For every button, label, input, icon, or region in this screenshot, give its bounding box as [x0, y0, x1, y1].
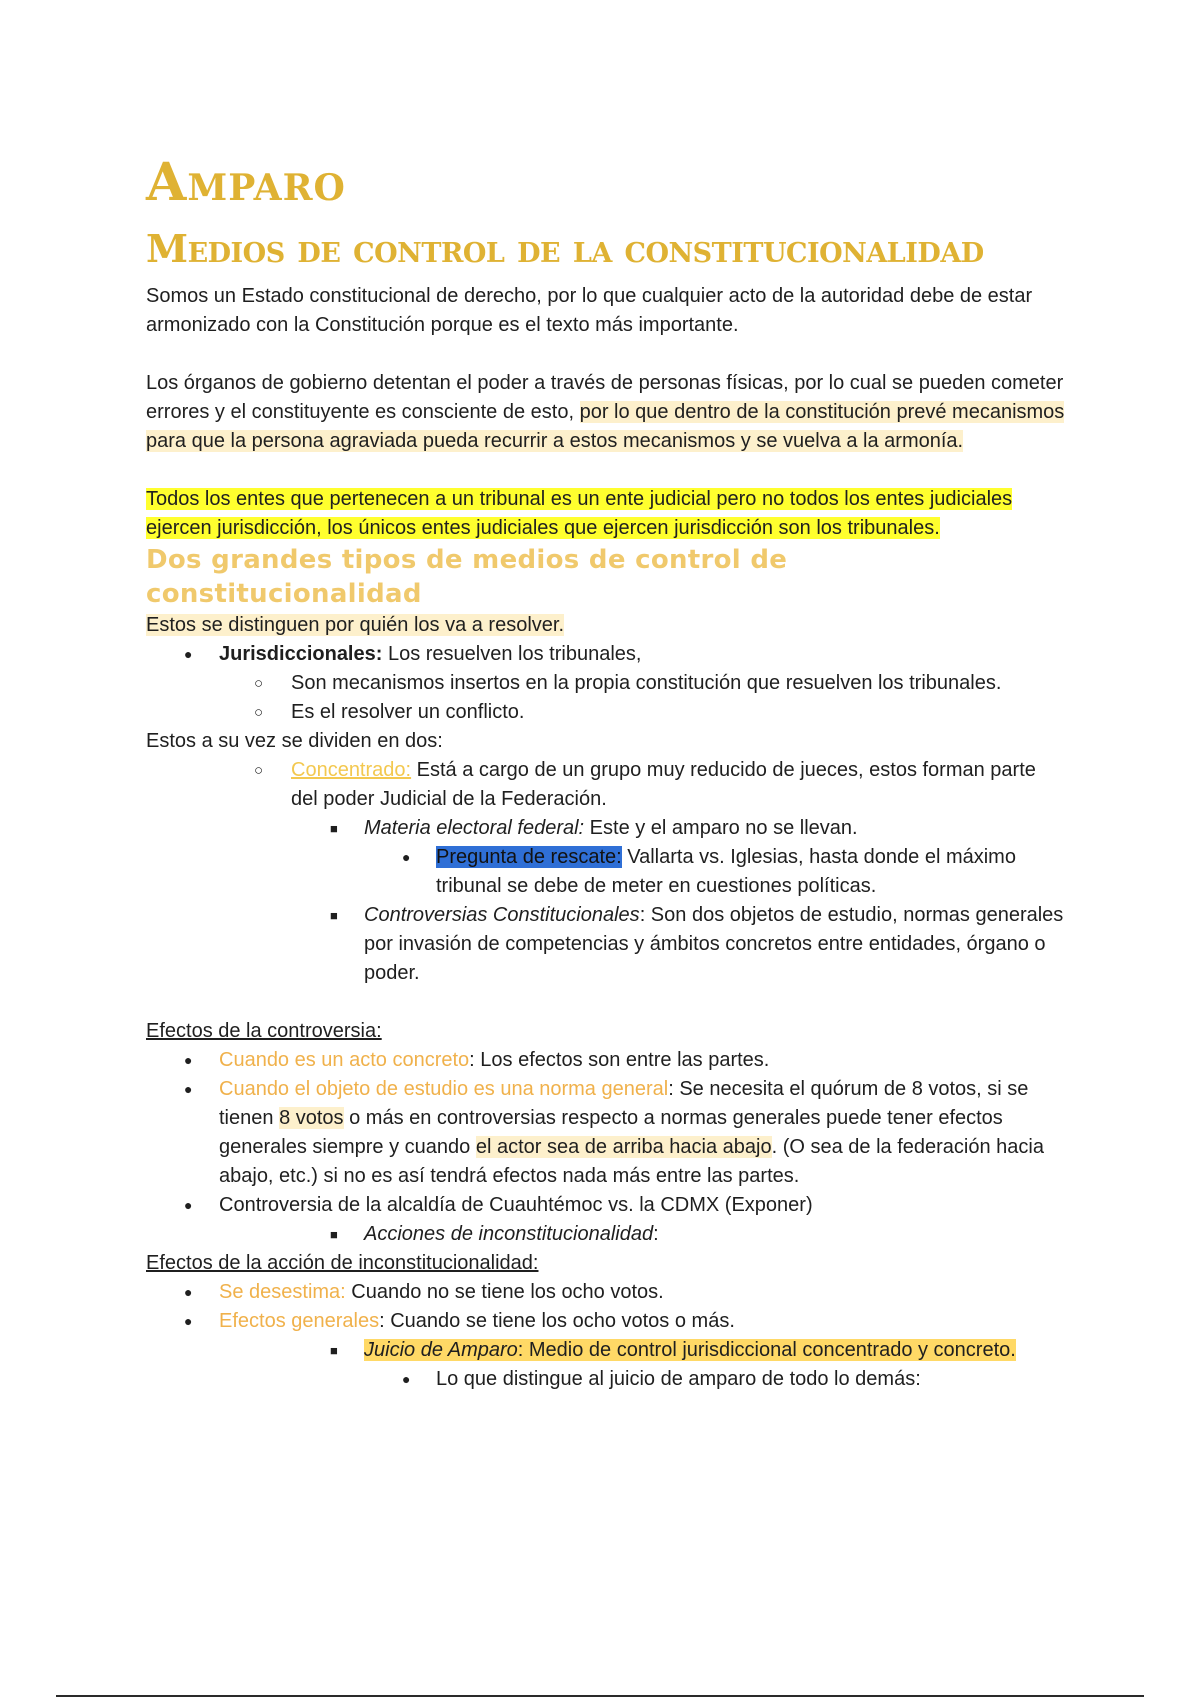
acciones-label: Acciones de inconstitucionalidad [364, 1223, 654, 1245]
heading-efectos-controversia: Efectos de la controversia: [146, 1020, 382, 1042]
list-item-conflicto: ○ Es el resolver un conflicto. [146, 698, 1066, 727]
document-page [146, 150, 1066, 1394]
highlight-mecanismos: por lo que dentro de la constitución prevé mecanismos para que la persona agraviada pueda recurrir a estos mecanismos y se vuelva a la armonía. [146, 401, 1065, 452]
paragraph-dividen: Estos a su vez se dividen en dos: [146, 730, 443, 752]
jurisdiccionales-text: Los resuelven los tribunales, [382, 643, 642, 665]
acto-concreto-text: : Los efectos son entre las partes. [469, 1049, 770, 1071]
highlight-distinguen: Estos se distinguen por quién los va a resolver. [146, 614, 565, 636]
list-item-electoral [146, 814, 1066, 843]
list-item-efectos-generales [146, 1307, 1066, 1336]
efectos-generales-text: : Cuando se tiene los ocho votos o más. [379, 1310, 735, 1332]
list-medios [146, 640, 1066, 727]
desestima-label: Se desestima: [219, 1281, 346, 1303]
highlight-juicio-amparo [364, 1339, 1016, 1361]
juicio-amparo-text: : Medio de control jurisdiccional concentrado y concreto. [517, 1339, 1016, 1361]
list-item-acciones [146, 1220, 1066, 1249]
list-item-juicio-amparo [146, 1336, 1066, 1365]
concentrado-text: Está a cargo de un grupo muy reducido de jueces, estos forman parte del poder Judicial de la Federación. [291, 759, 1036, 810]
list-item-distingue: ● Lo que distingue al juicio de amparo de todo lo demás: [146, 1365, 1066, 1394]
acto-concreto-label: Cuando es un acto concreto [219, 1049, 470, 1071]
jurisdiccionales-label: Jurisdiccionales: [219, 643, 383, 665]
norma-general-text-b: o más en controversias respecto a normas generales puede tener efectos generales siempre y cuando [219, 1107, 1003, 1158]
list-item-desestima [146, 1278, 1066, 1307]
norma-general-label: Cuando el objeto de estudio es una norma general [219, 1078, 669, 1100]
electoral-label: Materia electoral federal: [364, 817, 585, 839]
norma-general-text-c: . (O sea de la federación hacia abajo, etc.) si no es así tendrá efectos nada más entre las partes. [219, 1136, 1044, 1187]
paragraph-tribunales [146, 485, 1066, 543]
desestima-text: Cuando no se tiene los ocho votos. [345, 1281, 664, 1303]
paragraph-organos-text: Los órganos de gobierno detentan el poder a través de personas físicas, por lo cual se pueden cometer errores y el constituyente es consciente de esto, [146, 372, 1064, 423]
controversias-label: Controversias Constitucionales [364, 904, 640, 926]
highlight-8-votos: 8 votos [279, 1107, 344, 1129]
heading-efectos-accion: Efectos de la acción de inconstitucionalidad: [146, 1252, 539, 1274]
electoral-text: Este y el amparo no se llevan. [584, 817, 858, 839]
list-item-rescate [146, 843, 1066, 901]
list-item-acto-concreto [146, 1046, 1066, 1075]
efectos-generales-label: Efectos generales [219, 1310, 380, 1332]
list-item-mecanismos: ○ Son mecanismos insertos en la propia constitución que resuelven los tribunales. [146, 669, 1066, 698]
paragraph-intro: Somos un Estado constitucional de derecho, por lo que cualquier acto de la autoridad debe de estar armonizado con la Constitución porque es el texto más importante. [146, 285, 1033, 336]
page-title: Amparo [146, 152, 346, 213]
list-efectos-controversia [146, 1046, 1066, 1249]
list-item-jurisdiccionales [146, 640, 1066, 669]
subsection-title: Dos grandes tipos de medios de control de constitucionalidad [146, 545, 788, 609]
list-item-cuauhtemoc: ● Controversia de la alcaldía de Cuauhtémoc vs. la CDMX (Exponer) [146, 1191, 1066, 1220]
highlight-arriba-abajo: el actor sea de arriba hacia abajo [475, 1136, 772, 1158]
list-item-controversias [146, 901, 1066, 988]
norma-general-text-a: : Se necesita el quórum de 8 votos, si se tienen [219, 1078, 1029, 1129]
list-concentrado [146, 756, 1066, 988]
paragraph-distinguen [146, 611, 1066, 640]
concentrado-label: Concentrado: [291, 759, 412, 781]
list-item-concentrado [146, 756, 1066, 814]
rescate-label: Pregunta de rescate: [436, 846, 622, 868]
acciones-colon: : [653, 1223, 659, 1245]
list-item-norma-general [146, 1075, 1066, 1191]
highlight-tribunales: Todos los entes que pertenecen a un tribunal es un ente judicial pero no todos los entes judiciales ejercen jurisdicción, los únicos entes judiciales que ejercen jurisdicción son los tribunales. [146, 488, 1013, 539]
section-title: Medios de control de la constitucionalidad [146, 226, 984, 271]
rescate-text: Vallarta vs. Iglesias, hasta donde el máximo tribunal se debe de meter en cuestiones políticas. [436, 846, 1016, 897]
paragraph-organos [146, 369, 1066, 456]
controversias-text: : Son dos objetos de estudio, normas generales por invasión de competencias y ámbitos concretos entre entidades, órgano o poder. [364, 904, 1064, 984]
footer-divider [56, 1695, 1144, 1697]
juicio-amparo-label: Juicio de Amparo [364, 1339, 518, 1361]
list-efectos-accion [146, 1278, 1066, 1394]
